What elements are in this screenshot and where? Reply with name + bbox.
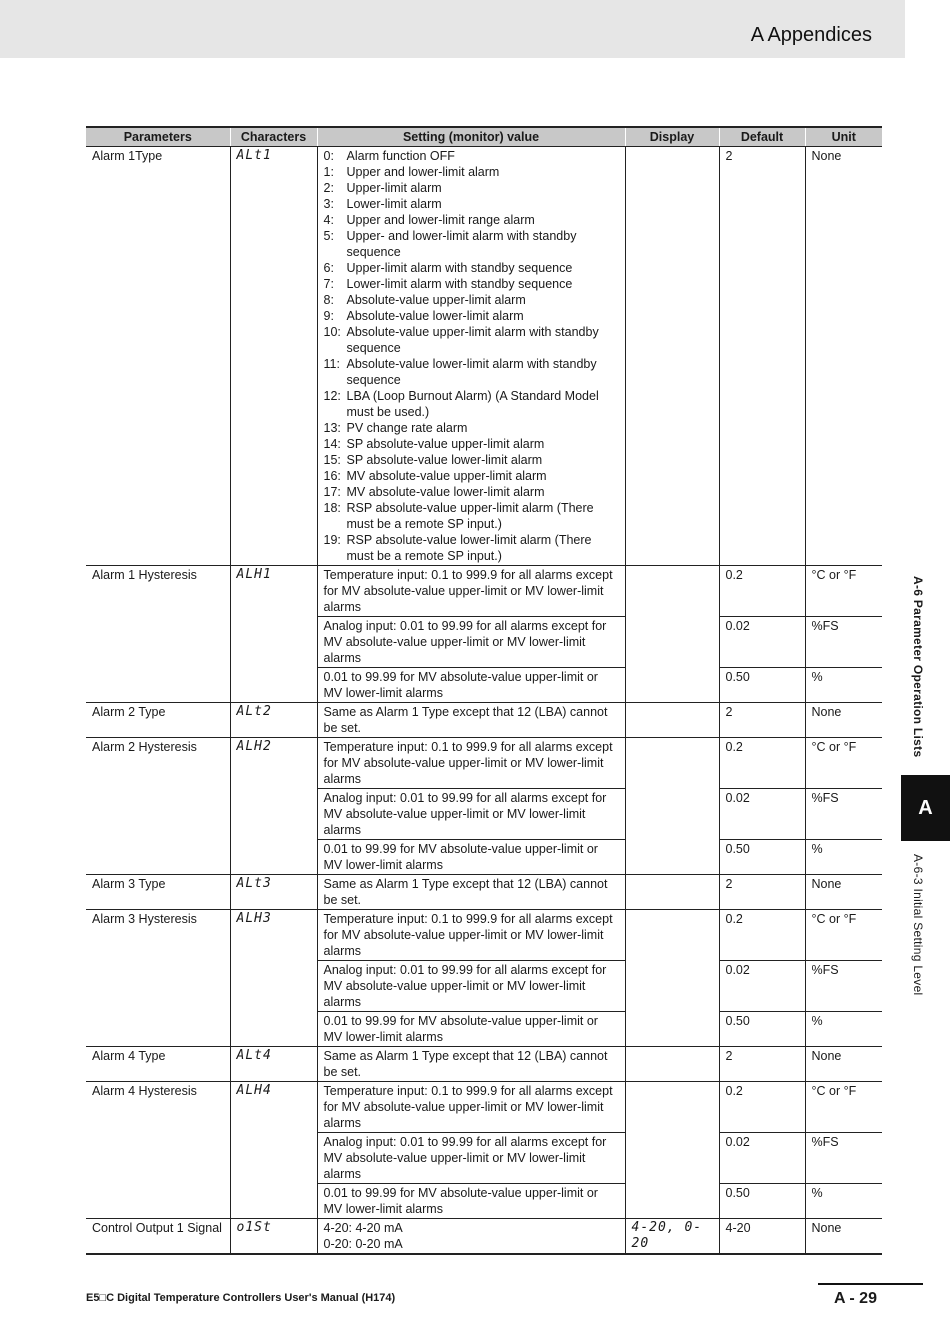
- parameter-table: [86, 126, 882, 1255]
- display-cell: [625, 875, 719, 910]
- column-header: Setting (monitor) value: [317, 127, 625, 147]
- display-value: 4-20, 0-20: [625, 1219, 719, 1255]
- unit-value: %FS: [805, 617, 882, 668]
- default-value: 0.50: [719, 1012, 805, 1047]
- setting-value: Temperature input: 0.1 to 999.9 for all alarms except for MV absolute-value upper-limit or MV lower-limit alarms: [317, 566, 625, 617]
- side-letter-tab: A: [901, 775, 950, 841]
- column-header: Display: [625, 127, 719, 147]
- setting-value: Temperature input: 0.1 to 999.9 for all alarms except for MV absolute-value upper-limit or MV lower-limit alarms: [317, 738, 625, 789]
- display-cell: [625, 1047, 719, 1082]
- unit-value: °C or °F: [805, 910, 882, 961]
- setting-options: [317, 1219, 625, 1255]
- default-value: 2: [719, 875, 805, 910]
- table-header-row: [86, 127, 882, 147]
- table-row: [86, 1219, 882, 1255]
- unit-value: None: [805, 1219, 882, 1255]
- default-value: 2: [719, 147, 805, 566]
- setting-value: Same as Alarm 1 Type except that 12 (LBA) cannot be set.: [317, 703, 625, 738]
- setting-value: Analog input: 0.01 to 99.99 for all alarms except for MV absolute-value upper-limit or MV lower-limit alarms: [317, 1133, 625, 1184]
- default-value: 4-20: [719, 1219, 805, 1255]
- setting-value: Same as Alarm 1 Type except that 12 (LBA) cannot be set.: [317, 875, 625, 910]
- unit-value: %FS: [805, 789, 882, 840]
- param-name: Alarm 1 Hysteresis: [86, 566, 230, 703]
- unit-value: °C or °F: [805, 1082, 882, 1133]
- setting-value: 0.01 to 99.99 for MV absolute-value upper-limit or MV lower-limit alarms: [317, 1012, 625, 1047]
- param-characters: ALt1: [230, 147, 317, 566]
- param-name: Alarm 2 Hysteresis: [86, 738, 230, 875]
- unit-value: None: [805, 703, 882, 738]
- table-row: [86, 1047, 882, 1082]
- setting-value: Temperature input: 0.1 to 999.9 for all alarms except for MV absolute-value upper-limit or MV lower-limit alarms: [317, 910, 625, 961]
- default-value: 0.02: [719, 961, 805, 1012]
- param-characters: ALH3: [230, 910, 317, 1047]
- param-characters: ALt3: [230, 875, 317, 910]
- setting-value: 0.01 to 99.99 for MV absolute-value upper-limit or MV lower-limit alarms: [317, 1184, 625, 1219]
- default-value: 0.50: [719, 668, 805, 703]
- setting-value: Analog input: 0.01 to 99.99 for all alarms except for MV absolute-value upper-limit or MV lower-limit alarms: [317, 961, 625, 1012]
- param-characters: ALH2: [230, 738, 317, 875]
- unit-value: %FS: [805, 1133, 882, 1184]
- unit-value: %FS: [805, 961, 882, 1012]
- unit-value: %: [805, 1012, 882, 1047]
- unit-value: %: [805, 840, 882, 875]
- table-row: [86, 1082, 882, 1133]
- setting-value: Analog input: 0.01 to 99.99 for all alarms except for MV absolute-value upper-limit or MV lower-limit alarms: [317, 617, 625, 668]
- table-row: [86, 875, 882, 910]
- param-characters: ALt4: [230, 1047, 317, 1082]
- display-cell: [625, 738, 719, 875]
- setting-line: 0-20: 0-20 mA: [323, 1237, 403, 1251]
- default-value: 2: [719, 703, 805, 738]
- param-name: Alarm 3 Type: [86, 875, 230, 910]
- param-name: Alarm 1Type: [86, 147, 230, 566]
- default-value: 0.2: [719, 738, 805, 789]
- page-section-title: A Appendices: [750, 24, 872, 46]
- display-cell: [625, 703, 719, 738]
- side-subsection-label: A-6-3 Initial Setting Level: [911, 854, 925, 996]
- footer-rule: [818, 1283, 923, 1285]
- default-value: 0.2: [719, 1082, 805, 1133]
- setting-value: 0.01 to 99.99 for MV absolute-value upper-limit or MV lower-limit alarms: [317, 840, 625, 875]
- param-name: Alarm 4 Hysteresis: [86, 1082, 230, 1219]
- setting-value: Analog input: 0.01 to 99.99 for all alarms except for MV absolute-value upper-limit or MV lower-limit alarms: [317, 789, 625, 840]
- unit-value: °C or °F: [805, 738, 882, 789]
- param-characters: ALt2: [230, 703, 317, 738]
- table-row: [86, 910, 882, 961]
- param-characters: ALH4: [230, 1082, 317, 1219]
- unit-value: None: [805, 147, 882, 566]
- setting-value: Temperature input: 0.1 to 999.9 for all alarms except for MV absolute-value upper-limit or MV lower-limit alarms: [317, 1082, 625, 1133]
- column-header: Parameters: [86, 127, 230, 147]
- unit-value: %: [805, 1184, 882, 1219]
- table-row: [86, 566, 882, 617]
- default-value: 0.02: [719, 1133, 805, 1184]
- default-value: 0.50: [719, 1184, 805, 1219]
- param-name: Alarm 2 Type: [86, 703, 230, 738]
- default-value: 0.50: [719, 840, 805, 875]
- column-header: Characters: [230, 127, 317, 147]
- column-header: Unit: [805, 127, 882, 147]
- setting-line: 4-20: 4-20 mA: [323, 1221, 403, 1235]
- param-name: Control Output 1 Signal: [86, 1219, 230, 1255]
- display-cell: [625, 566, 719, 703]
- display-cell: [625, 910, 719, 1047]
- table-row: [86, 703, 882, 738]
- unit-value: %: [805, 668, 882, 703]
- default-value: 0.2: [719, 910, 805, 961]
- unit-value: None: [805, 875, 882, 910]
- default-value: 0.02: [719, 617, 805, 668]
- param-characters: ALH1: [230, 566, 317, 703]
- column-header: Default: [719, 127, 805, 147]
- display-cell: [625, 1082, 719, 1219]
- table-row: [86, 738, 882, 789]
- param-characters: o1St: [230, 1219, 317, 1255]
- setting-value: Same as Alarm 1 Type except that 12 (LBA) cannot be set.: [317, 1047, 625, 1082]
- table-row: [86, 147, 882, 566]
- unit-value: None: [805, 1047, 882, 1082]
- param-name: Alarm 3 Hysteresis: [86, 910, 230, 1047]
- default-value: 0.02: [719, 789, 805, 840]
- default-value: 2: [719, 1047, 805, 1082]
- setting-options: 0: Alarm function OFF 1: Upper and lower-limit alarm 2: Upper-limit alarm 3: Lower-limit alarm 4: Upper and lower-limit range alarm 5: Upper- and lower-limit alarm with standby sequence 6: Upper-limit alarm with standby sequence 7: Lower-limit alarm with standby sequence 8: Absolute-value upper-limit alarm 9: Absolute-value lower-limit alarm 10: Absolute-value upper-limit alarm with standby sequence 11: Absolute-value lower-limit alarm with standby sequence 12: LBA (Loop Burnout Alarm) (A Standard Model must be used.) 13: PV change rate alarm 14: SP absolute-value upper-limit alarm 15: SP absolute-value lower-limit alarm 16: MV absolute-value upper-limit alarm 17: MV absolute-value lower-limit alarm 18: RSP absolute-value upper-limit alarm (There must be a remote SP input.) 19: RSP absolute-value lower-limit alarm (There must be a remote SP input.): [317, 147, 625, 566]
- unit-value: °C or °F: [805, 566, 882, 617]
- param-name: Alarm 4 Type: [86, 1047, 230, 1082]
- page-number: A - 29: [834, 1290, 877, 1307]
- default-value: 0.2: [719, 566, 805, 617]
- side-section-label: A-6 Parameter Operation Lists: [911, 576, 925, 758]
- display-cell: [625, 147, 719, 566]
- manual-title: E5□C Digital Temperature Controllers User's Manual (H174): [86, 1292, 396, 1304]
- setting-value: 0.01 to 99.99 for MV absolute-value upper-limit or MV lower-limit alarms: [317, 668, 625, 703]
